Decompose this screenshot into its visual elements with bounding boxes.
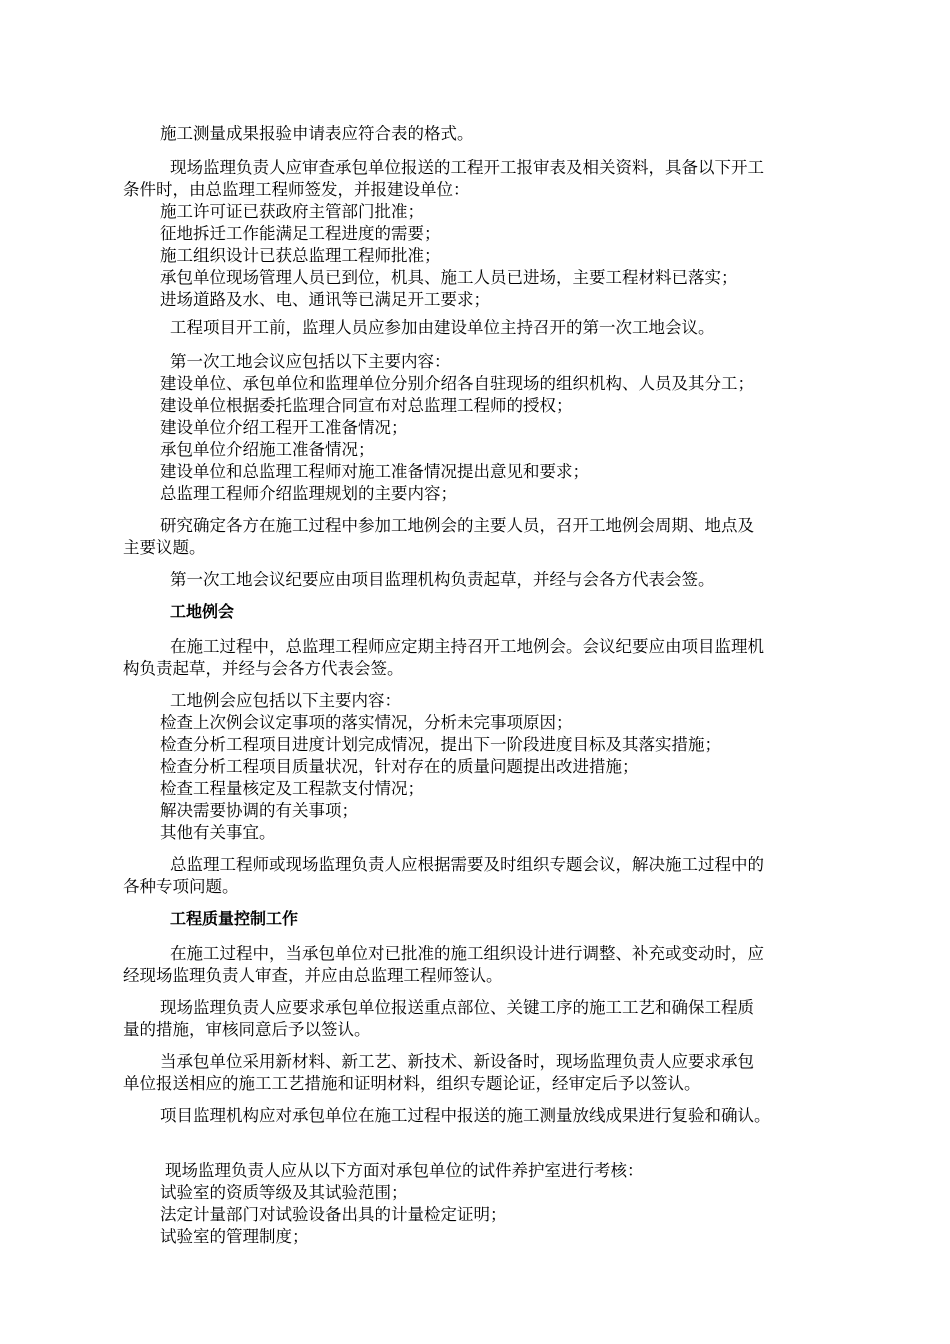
text-line: 第一次工地会议应包括以下主要内容： [170, 352, 451, 371]
text-line: 其他有关事宜。 [160, 823, 276, 842]
text-line: 检查分析工程项目进度计划完成情况，提出下一阶段进度目标及其落实措施； [160, 735, 721, 754]
text-line: 试验室的管理制度； [160, 1227, 309, 1246]
text-line: 条件时，由总监理工程师签发，并报建设单位： [123, 180, 470, 199]
text-line: 承包单位现场管理人员已到位，机具、施工人员已进场，主要工程材料已落实； [160, 268, 738, 287]
text-line: 构负责起草，并经与会各方代表会签。 [123, 659, 404, 678]
text-line: 建设单位、承包单位和监理单位分别介绍各自驻现场的组织机构、人员及其分工； [160, 374, 754, 393]
text-line: 试验室的资质等级及其试验范围； [160, 1183, 408, 1202]
text-line: 量的措施，审核同意后予以签认。 [123, 1020, 371, 1039]
text-line: 经现场监理负责人审查，并应由总监理工程师签认。 [123, 966, 503, 985]
text-line: 现场监理负责人应审查承包单位报送的工程开工报审表及相关资料，具备以下开工 [170, 158, 764, 177]
text-line: 检查工程量核定及工程款支付情况； [160, 779, 424, 798]
text-line: 研究确定各方在施工过程中参加工地例会的主要人员，召开工地例会周期、地点及 [160, 516, 754, 535]
text-line: 工地例会应包括以下主要内容： [170, 691, 401, 710]
text-line: 建设单位和总监理工程师对施工准备情况提出意见和要求； [160, 462, 589, 481]
text-line: 当承包单位采用新材料、新工艺、新技术、新设备时，现场监理负责人应要求承包 [160, 1052, 754, 1071]
text-line: 进场道路及水、电、通讯等已满足开工要求； [160, 290, 490, 309]
text-line: 征地拆迁工作能满足工程进度的需要； [160, 224, 441, 243]
text-line: 单位报送相应的施工工艺措施和证明材料，组织专题论证，经审定后予以签认。 [123, 1074, 701, 1093]
text-line: 各种专项问题。 [123, 877, 239, 896]
text-line: 检查上次例会议定事项的落实情况，分析未完事项原因； [160, 713, 573, 732]
text-line: 在施工过程中，总监理工程师应定期主持召开工地例会。会议纪要应由项目监理机 [170, 637, 764, 656]
text-line: 工程项目开工前，监理人员应参加由建设单位主持召开的第一次工地会议。 [170, 318, 715, 337]
text-line: 主要议题。 [123, 538, 206, 557]
text-line: 解决需要协调的有关事项； [160, 801, 358, 820]
text-line: 建设单位介绍工程开工准备情况； [160, 418, 408, 437]
text-line: 承包单位介绍施工准备情况； [160, 440, 375, 459]
text-line: 总监理工程师或现场监理负责人应根据需要及时组织专题会议，解决施工过程中的 [170, 855, 764, 874]
text-line: 第一次工地会议纪要应由项目监理机构负责起草，并经与会各方代表会签。 [170, 570, 715, 589]
text-line: 在施工过程中，当承包单位对已批准的施工组织设计进行调整、补充或变动时，应 [170, 944, 764, 963]
section-heading: 工程质量控制工作 [170, 909, 299, 928]
text-line: 法定计量部门对试验设备出具的计量检定证明； [160, 1205, 507, 1224]
text-line: 项目监理机构应对承包单位在施工过程中报送的施工测量放线成果进行复验和确认。 [160, 1106, 771, 1125]
text-line: 施工组织设计已获总监理工程师批准； [160, 246, 441, 265]
text-line: 施工测量成果报验申请表应符合表的格式。 [160, 124, 474, 143]
text-line: 现场监理负责人应要求承包单位报送重点部位、关键工序的施工工艺和确保工程质 [160, 998, 754, 1017]
text-line: 总监理工程师介绍监理规划的主要内容； [160, 484, 457, 503]
text-line: 施工许可证已获政府主管部门批准； [160, 202, 424, 221]
section-heading: 工地例会 [170, 602, 235, 621]
text-line: 建设单位根据委托监理合同宣布对总监理工程师的授权； [160, 396, 573, 415]
text-line: 现场监理负责人应从以下方面对承包单位的试件养护室进行考核： [165, 1161, 644, 1180]
text-line: 检查分析工程项目质量状况，针对存在的质量问题提出改进措施； [160, 757, 639, 776]
